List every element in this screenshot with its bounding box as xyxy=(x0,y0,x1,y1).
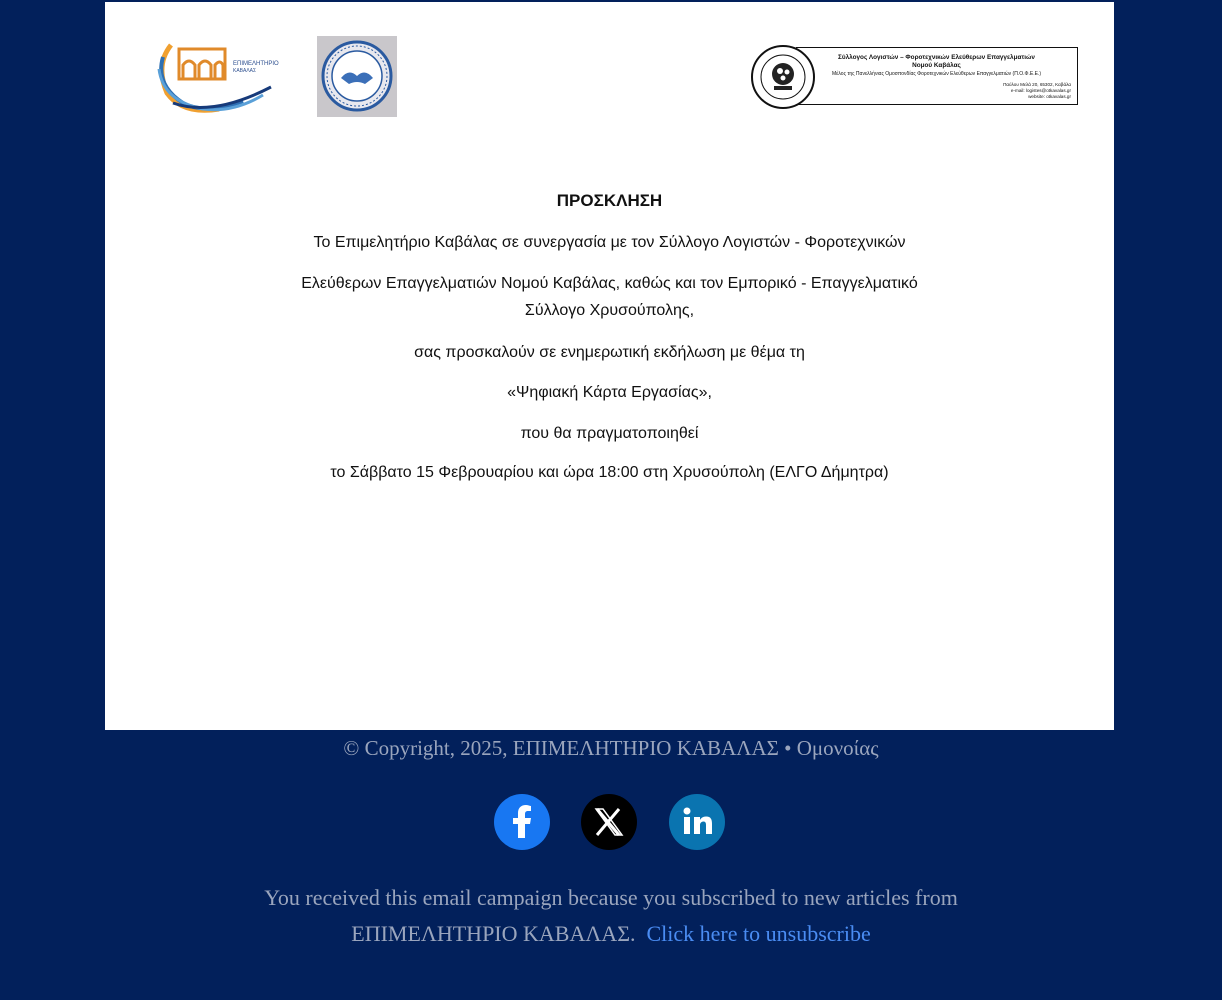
accountants-address-2: e-mail: logistes@otkavalas.gr xyxy=(1010,88,1071,93)
invitation-line-5: «Ψηφιακή Κάρτα Εργασίας», xyxy=(507,384,712,401)
accountants-address-1: Παύλου Μελά 20, 65302, Καβάλα xyxy=(1003,82,1071,87)
x-link[interactable] xyxy=(581,794,637,850)
chamber-logo xyxy=(153,35,283,117)
invitation-line-2: Ελεύθερων Επαγγελματιών Νομού Καβάλας, καθώς και τον Εμπορικό - Επαγγελματικό xyxy=(301,275,918,292)
footer-subscription-note xyxy=(0,880,1222,952)
footer-note-org: ΕΠΙΜΕΛΗΤΗΡΙΟ ΚΑΒΑΛΑΣ. xyxy=(351,921,636,946)
x-icon xyxy=(581,794,637,850)
accountants-address xyxy=(1003,82,1071,100)
invitation-line-3: Σύλλογο Χρυσούπολης, xyxy=(524,302,695,319)
linkedin-icon xyxy=(669,794,725,850)
accountants-title-1: Σύλλογος Λογιστών – Φοροτεχνικών Ελεύθερων Επαγγελματιών xyxy=(838,54,1035,61)
accountants-info-box xyxy=(796,47,1078,105)
accountants-association-logo xyxy=(750,44,1080,110)
footer-note-line-2 xyxy=(0,916,1222,952)
footer-note-line-1: You received this email campaign because you subscribed to new articles from xyxy=(264,885,958,910)
facebook-icon xyxy=(494,794,550,850)
chamber-logo-text-1: ΕΠΙΜΕΛΗΤΗΡΙΟ xyxy=(233,61,279,67)
invitation-line-4: σας προσκαλούν σε ενημερωτική εκδήλωση με θέμα τη xyxy=(414,344,805,361)
association-seal-logo xyxy=(317,36,397,117)
chamber-logo-text-2: ΚΑΒΑΛΑΣ xyxy=(233,68,257,74)
unsubscribe-link[interactable]: Click here to unsubscribe xyxy=(646,921,871,946)
accountants-address-3: website: otkavalas.gr xyxy=(1028,94,1071,99)
invitation-title: ΠΡΟΣΚΛΗΣΗ xyxy=(556,191,663,210)
invitation-line-1: Το Επιμελητήριο Καβάλας σε συνεργασία με τον Σύλλογο Λογιστών - Φοροτεχνικών xyxy=(313,234,906,251)
facebook-link[interactable] xyxy=(494,794,550,850)
footer-copyright: © Copyright, 2025, ΕΠΙΜΕΛΗΤΗΡΙΟ ΚΑΒΑΛΑΣ • Ομονοίας xyxy=(343,736,879,760)
linkedin-link[interactable] xyxy=(669,794,725,850)
invitation-line-7: το Σάββατο 15 Φεβρουαρίου και ώρα 18:00 στη Χρυσούπολη (ΕΛΓΟ Δήμητρα) xyxy=(330,464,889,481)
invitation-line-6: που θα πραγματοποιηθεί xyxy=(520,425,699,442)
accountants-title-2: Νομού Καβάλας xyxy=(912,62,961,69)
accountants-member: Μέλος της Πανελλήνιας Ομοσπονδίας Φοροτεχνικών Ελεύθερων Επαγγελματιών (Π.Ο.Φ.Ε.Ε.) xyxy=(831,71,1041,77)
email-body-card xyxy=(105,2,1114,730)
